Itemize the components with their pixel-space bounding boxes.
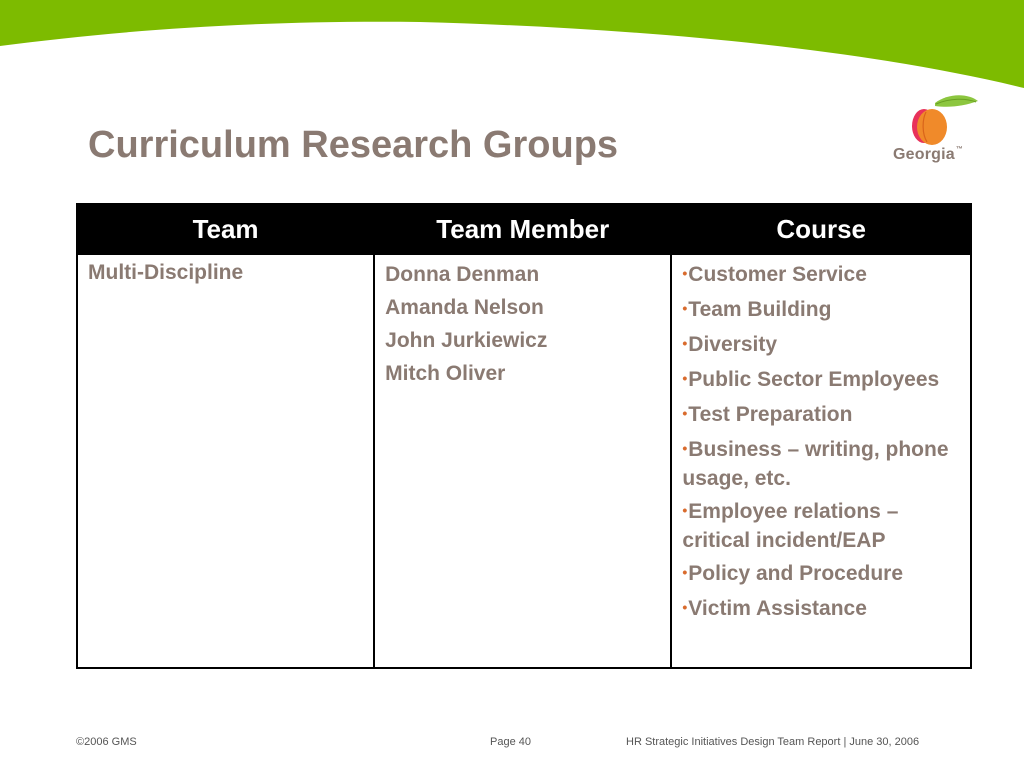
- logo-text: Georgia: [893, 146, 955, 163]
- course-item: [682, 595, 960, 624]
- research-groups-table: [76, 203, 972, 669]
- header-team: Team: [77, 203, 374, 255]
- header-team-member: Team Member: [374, 203, 671, 255]
- table-row: [77, 255, 971, 668]
- member-item: Amanda Nelson: [385, 296, 544, 319]
- course-item: [682, 366, 960, 395]
- footer-report-info: HR Strategic Initiatives Design Team Report | June 30, 2006: [626, 736, 920, 748]
- course-label: Victim Assistance: [688, 597, 867, 620]
- course-label: Business – writing, phone usage, etc.: [682, 438, 949, 490]
- bullet-icon: •: [682, 405, 688, 421]
- bullet-icon: •: [682, 265, 688, 281]
- member-item: Donna Denman: [385, 263, 540, 286]
- logo-wordmark: [893, 146, 963, 164]
- course-label: Team Building: [688, 298, 832, 321]
- top-green-band: [0, 0, 1024, 100]
- member-list: [385, 261, 660, 387]
- course-item: [682, 436, 960, 492]
- course-item: [682, 560, 960, 589]
- logo-trademark: ™: [955, 146, 964, 153]
- course-label: Test Preparation: [688, 403, 853, 426]
- course-label: Diversity: [688, 333, 778, 356]
- bullet-icon: •: [682, 599, 688, 615]
- course-item: [682, 261, 960, 290]
- course-item: [682, 498, 960, 554]
- footer-copyright: ©2006 GMS: [76, 736, 137, 748]
- table-header-row: [77, 203, 971, 255]
- bullet-icon: •: [682, 564, 688, 580]
- bullet-icon: •: [682, 440, 688, 456]
- course-label: Policy and Procedure: [688, 562, 904, 585]
- bullet-icon: •: [682, 370, 688, 386]
- course-item: [682, 401, 960, 430]
- cell-team: Multi-Discipline: [77, 255, 374, 668]
- member-item: John Jurkiewicz: [385, 329, 548, 352]
- page-title: Curriculum Research Groups: [88, 124, 619, 166]
- member-item: Mitch Oliver: [385, 362, 506, 385]
- footer-page-number: Page 40: [490, 736, 531, 748]
- header-course: Course: [671, 203, 971, 255]
- course-item: [682, 296, 960, 325]
- course-list: [682, 261, 960, 624]
- cell-courses: [671, 255, 971, 668]
- bullet-icon: •: [682, 502, 688, 518]
- bullet-icon: •: [682, 335, 688, 351]
- course-label: Public Sector Employees: [688, 368, 940, 391]
- course-label: Employee relations – critical incident/EAP: [682, 500, 899, 552]
- cell-members: [374, 255, 671, 668]
- bullet-icon: •: [682, 300, 688, 316]
- course-item: [682, 331, 960, 360]
- course-label: Customer Service: [688, 263, 867, 286]
